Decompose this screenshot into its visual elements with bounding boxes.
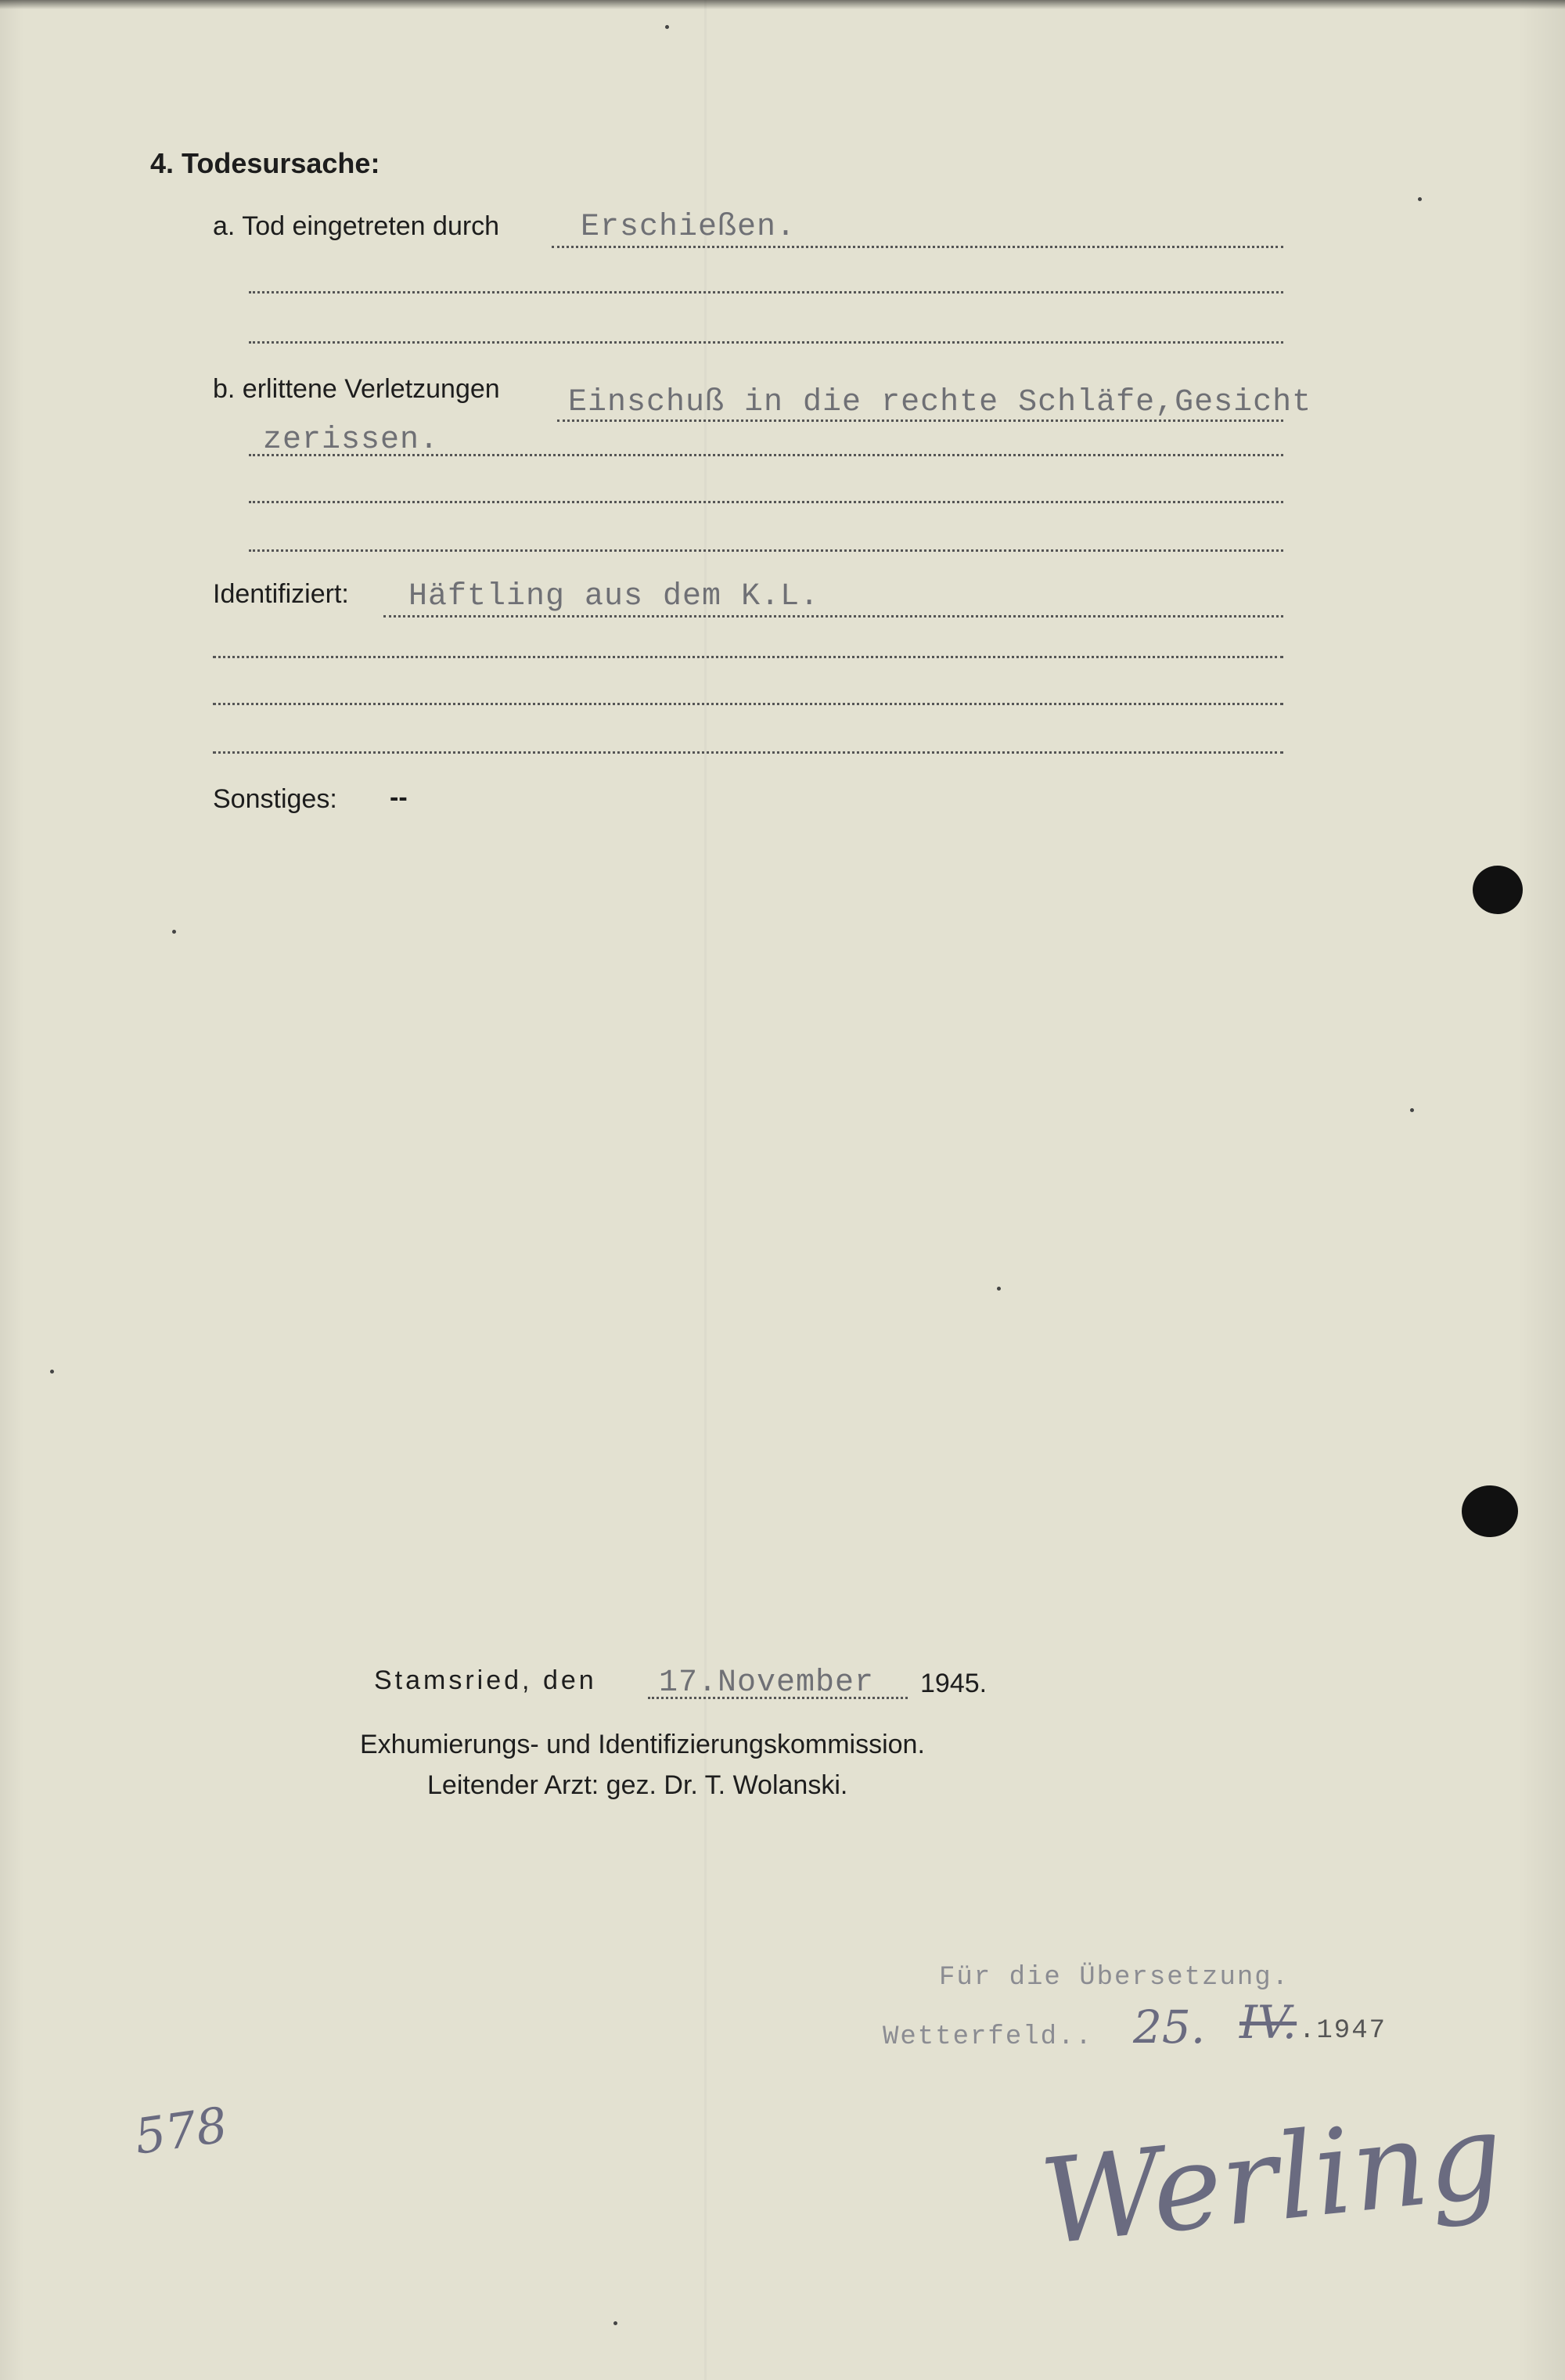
other-label: Sonstiges:: [213, 784, 337, 814]
handwritten-page-number: 578: [131, 2096, 231, 2166]
paper-speck: [1418, 197, 1422, 201]
cause-b-value-line2: zerissen.: [263, 423, 440, 458]
paper-speck: [613, 2321, 617, 2325]
section-heading: 4. Todesursache:: [150, 147, 380, 179]
dotted-line: [213, 751, 1283, 754]
paper-speck: [665, 25, 669, 29]
dotted-line: [213, 656, 1283, 658]
signature: Werling: [1034, 2087, 1509, 2272]
cause-a-value: Erschießen.: [581, 210, 797, 245]
paper-speck: [1410, 1108, 1414, 1112]
paper-speck: [172, 930, 176, 934]
identified-label: Identifiziert:: [213, 579, 349, 609]
place-text: Stamsried, den: [374, 1665, 597, 1695]
identified-value: Häftling aus dem K.L.: [408, 579, 820, 614]
dotted-line: [249, 454, 1283, 456]
paper-fold: [704, 0, 707, 2380]
year-text: 1945.: [920, 1669, 988, 1698]
translation-stamp-line1: Für die Übersetzung.: [939, 1963, 1290, 1993]
paper-speck: [997, 1287, 1001, 1291]
dotted-line: [249, 501, 1283, 503]
translation-stamp-month: IV.: [1239, 1996, 1297, 2049]
dotted-line: [213, 703, 1283, 705]
translation-stamp-day: 25.: [1133, 2000, 1206, 2054]
cause-b-value-line1: Einschuß in die rechte Schläfe,Gesicht: [568, 385, 1312, 420]
translation-stamp-place: Wetterfeld..: [883, 2022, 1093, 2052]
dotted-line: [552, 246, 1283, 248]
translation-stamp-year: .1947: [1299, 2016, 1387, 2046]
dotted-line: [249, 549, 1283, 552]
commission-name: Exhumierungs- und Identifizierungskommission.: [360, 1730, 925, 1759]
dotted-line: [648, 1697, 908, 1699]
commission-doctor: Leitender Arzt: gez. Dr. T. Wolanski.: [427, 1770, 848, 1800]
punch-hole: [1473, 866, 1523, 914]
dotted-line: [249, 291, 1283, 293]
dotted-line: [383, 615, 1283, 618]
paper-speck: [50, 1370, 54, 1374]
cause-a-label: a. Tod eingetreten durch: [213, 211, 500, 241]
other-value: --: [390, 783, 408, 812]
cause-b-label: b. erlittene Verletzungen: [213, 374, 500, 404]
punch-hole: [1462, 1485, 1518, 1537]
date-value: 17.November: [659, 1665, 875, 1701]
dotted-line: [557, 419, 1283, 422]
dotted-line: [249, 341, 1283, 344]
